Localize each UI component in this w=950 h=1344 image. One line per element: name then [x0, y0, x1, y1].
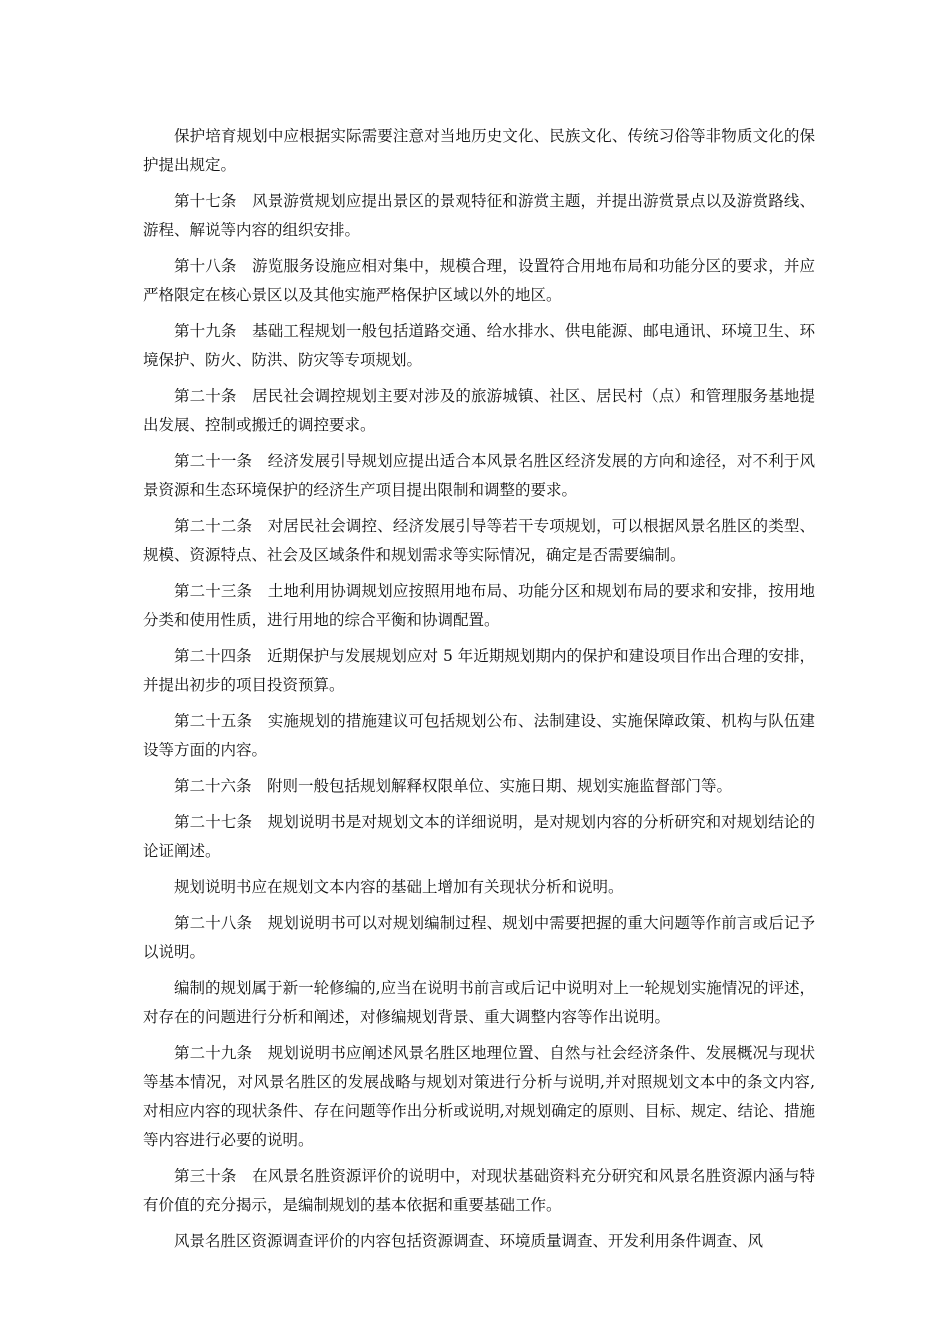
paragraph [143, 707, 815, 765]
article-number: 第二十一条 [174, 452, 253, 470]
paragraph [143, 512, 815, 570]
paragraph-text: 居民社会调控规划主要对涉及的旅游城镇、社区、居民村（点）和管理服务基地提出发展、控制或搬迁的调控要求。 [143, 387, 815, 434]
paragraph-text: 规划说明书可以对规划编制过程、规划中需要把握的重大问题等作前言或后记予以说明。 [143, 914, 815, 961]
paragraph-text: 游览服务设施应相对集中，规模合理，设置符合用地布局和功能分区的要求，并应严格限定在核心景区以及其他实施严格保护区域以外的地区。 [143, 257, 815, 304]
paragraph-text: 对居民社会调控、经济发展引导等若干专项规划，可以根据风景名胜区的类型、规模、资源特点、社会及区域条件和规划需求等实际情况，确定是否需要编制。 [143, 517, 815, 564]
paragraph-text: 风景游赏规划应提出景区的景观特征和游赏主题，并提出游赏景点以及游赏路线、游程、解说等内容的组织安排。 [143, 192, 815, 239]
article-number: 第十九条 [174, 322, 237, 340]
paragraph [143, 447, 815, 505]
paragraph [143, 873, 815, 902]
paragraph-text: 规划说明书应在规划文本内容的基础上增加有关现状分析和说明。 [174, 878, 624, 896]
paragraph [143, 122, 815, 180]
article-number: 第十七条 [174, 192, 237, 210]
paragraph [143, 252, 815, 310]
paragraph-text: 近期保护与发展规划应对 5 年近期规划期内的保护和建设项目作出合理的安排，并提出初步的项目投资预算。 [143, 647, 815, 694]
paragraph-text: 规划说明书是对规划文本的详细说明，是对规划内容的分析研究和对规划结论的论证阐述。 [143, 813, 815, 860]
article-number: 第二十条 [174, 387, 237, 405]
paragraph-text: 保护培育规划中应根据实际需要注意对当地历史文化、民族文化、传统习俗等非物质文化的保护提出规定。 [143, 127, 815, 174]
article-number: 第十八条 [174, 257, 237, 275]
paragraph [143, 808, 815, 866]
article-number: 第三十条 [174, 1167, 237, 1185]
paragraph [143, 1039, 815, 1155]
paragraph-text: 附则一般包括规划解释权限单位、实施日期、规划实施监督部门等。 [267, 777, 733, 795]
paragraph-text: 在风景名胜资源评价的说明中，对现状基础资料充分研究和风景名胜资源内涵与特有价值的充分揭示，是编制规划的基本依据和重要基础工作。 [143, 1167, 815, 1214]
paragraph-text: 经济发展引导规划应提出适合本风景名胜区经济发展的方向和途径，对不利于风景资源和生态环境保护的经济生产项目提出限制和调整的要求。 [143, 452, 815, 499]
regulation-text-body [143, 122, 815, 1263]
paragraph [143, 382, 815, 440]
article-number: 第二十八条 [174, 914, 253, 932]
paragraph [143, 1162, 815, 1220]
paragraph [143, 974, 815, 1032]
article-number: 第二十九条 [174, 1044, 253, 1062]
paragraph-text: 规划说明书应阐述风景名胜区地理位置、自然与社会经济条件、发展概况与现状等基本情况，对风景名胜区的发展战略与规划对策进行分析与说明,并对照规划文本中的条文内容,对相应内容的现状条件、存在问题等作出分析或说明,对规划确定的原则、目标、规定、结论、措施等内容进行必要的说明。 [143, 1044, 815, 1149]
paragraph [143, 577, 815, 635]
paragraph [143, 642, 815, 700]
paragraph-text: 编制的规划属于新一轮修编的,应当在说明书前言或后记中说明对上一轮规划实施情况的评述，对存在的问题进行分析和阐述，对修编规划背景、重大调整内容等作出说明。 [143, 979, 815, 1026]
article-number: 第二十四条 [174, 647, 252, 665]
paragraph [143, 772, 815, 801]
paragraph [143, 317, 815, 375]
article-number: 第二十七条 [174, 813, 253, 831]
paragraph [143, 1227, 815, 1256]
article-number: 第二十二条 [174, 517, 253, 535]
paragraph-text: 土地利用协调规划应按照用地布局、功能分区和规划布局的要求和安排，按用地分类和使用性质，进行用地的综合平衡和协调配置。 [143, 582, 815, 629]
paragraph [143, 187, 815, 245]
paragraph [143, 909, 815, 967]
article-number: 第二十五条 [174, 712, 253, 730]
paragraph-text: 风景名胜区资源调查评价的内容包括资源调查、环境质量调查、开发利用条件调查、风 [174, 1232, 764, 1250]
paragraph-text: 基础工程规划一般包括道路交通、给水排水、供电能源、邮电通讯、环境卫生、环境保护、防火、防洪、防灾等专项规划。 [143, 322, 815, 369]
paragraph-text: 实施规划的措施建议可包括规划公布、法制建设、实施保障政策、机构与队伍建设等方面的内容。 [143, 712, 815, 759]
article-number: 第二十六条 [174, 777, 252, 795]
article-number: 第二十三条 [174, 582, 253, 600]
